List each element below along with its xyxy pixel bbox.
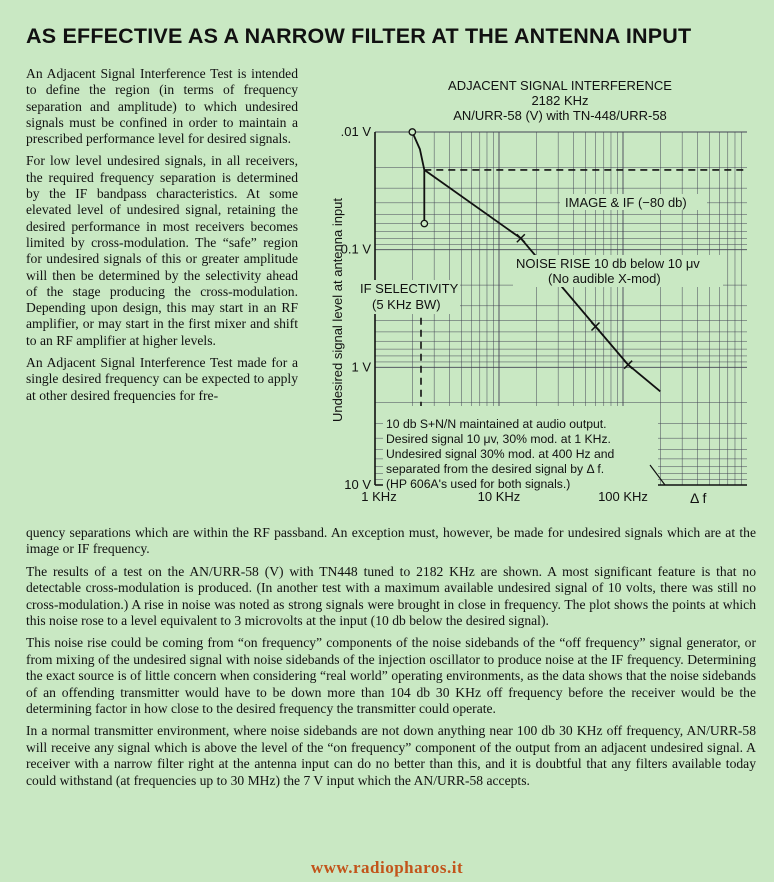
- x-tick-label: 10 KHz: [477, 489, 521, 504]
- y-tick-label: 10 V: [344, 477, 371, 492]
- chart-title: [448, 78, 672, 123]
- intro-paragraph: For low level undesired signals, in all receivers, the required frequency separation is determined by the IF bandpass characteristics. At some elevated level of undesired signal, retaining the desired performance in most receivers becomes limited by cross-modulation. The “safe” region for undesired signals of this or greater amplitude will then be determined by the selectivity ahead of the stage producing the cross-modulation. Depending upon design, this may start in an RF amplifier, or may start in the first mixer and shift to an RF amplifier at higher levels.: [26, 153, 298, 348]
- body-paragraph: This noise rise could be coming from “on frequency” components of the noise sidebands of the “off frequency” signal generator, or from mixing of the undesired signal with noise sidebands of the injection oscillator to produce noise at the IF frequency. Determining the exact source is of little concern when considering “real world” operating environments, as the data shows that the noise sidebands of an offending transmitter would have to be down more than 104 db 30 KHz off frequency before the receiver would be the determining factor in how close to the desired frequency the transmitter could operate.: [26, 635, 756, 717]
- noise-rise-label: NOISE RISE 10 db below 10 μv: [516, 256, 700, 271]
- noise-rise-sublabel: (No audible X-mod): [548, 271, 661, 286]
- body-paragraph: In a normal transmitter environment, where noise sidebands are not down anything near 100 db 30 KHz off frequency, AN/URR-58 will receive any signal which is above the level of the “on frequency” component of the output from an adjacent undesired signal. A receiver with a narrow filter right at the antenna input can do no better than this, and it is doubtful that any filters available today could withstand (at frequencies up to 30 MHz) the 7 V input which the AN/URR-58 accepts.: [26, 723, 756, 788]
- if-selectivity-label: IF SELECTIVITY: [360, 281, 459, 296]
- y-axis-label: Undesired signal level at antenna input: [330, 197, 345, 423]
- series-line: [412, 132, 424, 224]
- y-tick-label: .01 V: [340, 124, 371, 139]
- image-if-label: IMAGE & IF (−80 db): [565, 195, 687, 210]
- body-paragraph: The results of a test on the AN/URR-58 (V) with TN448 tuned to 2182 KHz are shown. A most significant feature is that no detectable cross-modulation is produced. (In another test with a maximum available undesired signal of 10 volts, there was still no cross-modulation.) A rise in noise was noted as strong signals were brought in close in frequency. The plot shows the points at which this noise rose to a level equivalent to 3 microvolts at the input (10 db below the desired signal).: [26, 563, 756, 629]
- chart-title-line: ADJACENT SIGNAL INTERFERENCE: [448, 78, 672, 93]
- chart-title-line: 2182 KHz: [531, 93, 589, 108]
- page-title: AS EFFECTIVE AS A NARROW FILTER AT THE ANTENNA INPUT: [26, 24, 692, 48]
- if-selectivity-endpoint: [421, 220, 427, 226]
- intro-column: [26, 66, 298, 410]
- test-note-line: separated from the desired signal by Δ f.: [386, 462, 605, 476]
- adjacent-signal-chart: [320, 70, 750, 510]
- test-note-line: Undesired signal 30% mod. at 400 Hz and: [386, 447, 615, 461]
- intro-paragraph: An Adjacent Signal Interference Test is intended to define the region (in terms of frequency separation and amplitude) to which undesired signals must be confined in order to maintain a prescribed performance level for desired signals.: [26, 66, 298, 147]
- test-note-line: 10 db S+N/N maintained at audio output.: [386, 417, 607, 431]
- body-paragraph: quency separations which are within the RF passband. An exception must, however, be made for undesired signals which are at the image or IF frequency.: [26, 525, 756, 557]
- footer-url: www.radiopharos.it: [310, 858, 464, 877]
- test-note-line: Desired signal 10 μv, 30% mod. at 1 KHz.: [386, 432, 611, 446]
- if-selectivity-endpoint: [409, 129, 415, 135]
- chart-title-line: AN/URR-58 (V) with TN-448/URR-58: [453, 108, 667, 123]
- x-tick-label: 1 KHz: [361, 489, 397, 504]
- intro-paragraph: An Adjacent Signal Interference Test made for a single desired frequency can be expected to apply at other desired frequencies for fre-: [26, 355, 298, 403]
- body-text: [26, 525, 756, 795]
- y-tick-label: 0.1 V: [340, 241, 371, 257]
- x-tick-label: 100 KHz: [598, 489, 648, 504]
- y-tick-label: 1 V: [351, 359, 371, 375]
- if-selectivity-sublabel: (5 KHz BW): [372, 297, 441, 312]
- test-note-line: (HP 606A's used for both signals.): [386, 477, 571, 491]
- x-axis-label: Δ f: [690, 490, 707, 506]
